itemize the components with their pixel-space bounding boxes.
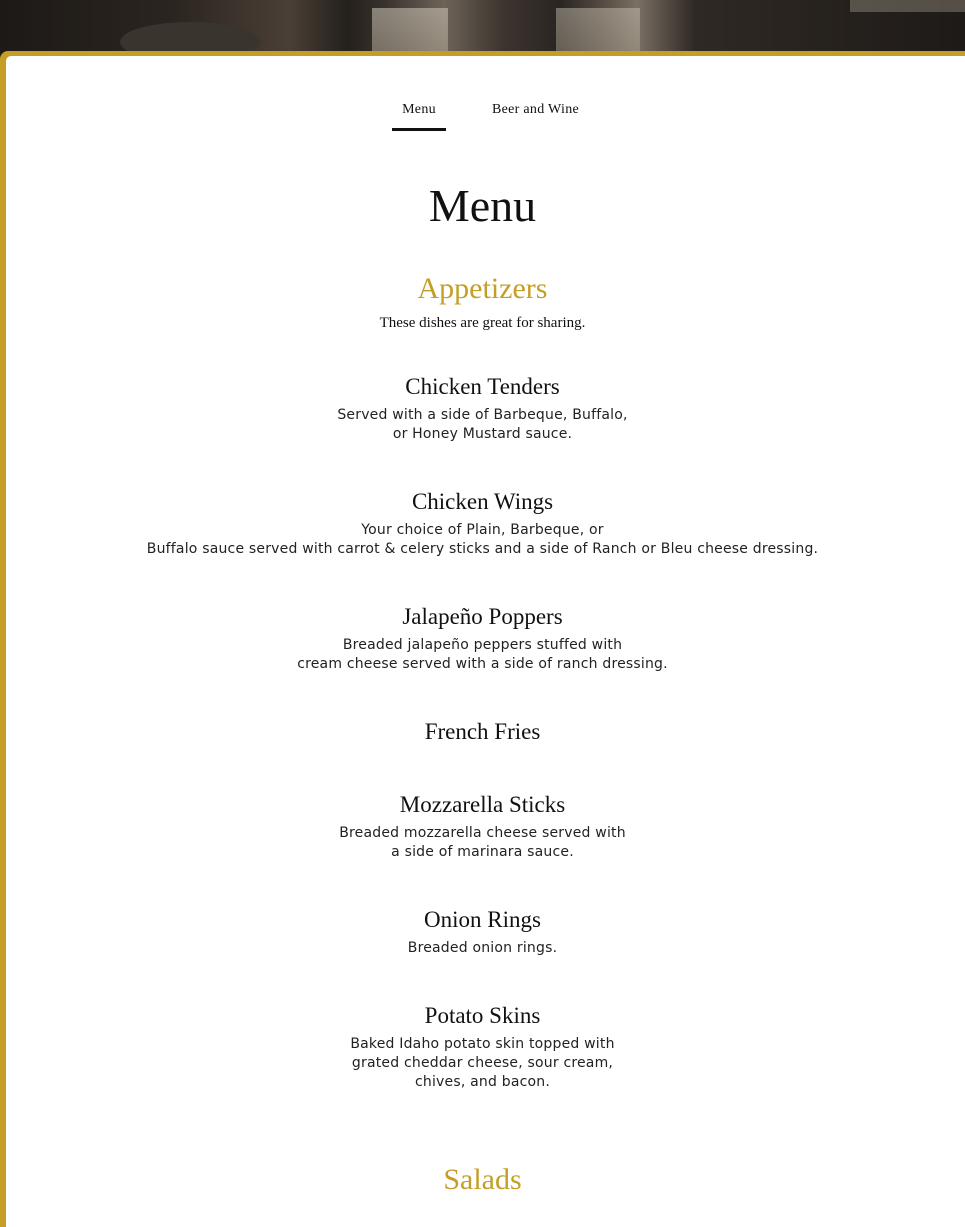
menu-item-name: Potato Skins — [424, 1003, 541, 1028]
active-tab-indicator — [392, 128, 446, 131]
hero-glass-shape — [850, 0, 965, 12]
menu-item-description — [0, 406, 965, 444]
menu-item-description — [0, 939, 965, 958]
menu-item-description-line: Baked Idaho potato skin topped with — [350, 1036, 615, 1052]
menu-item-name: Onion Rings — [424, 907, 541, 932]
section-subtitle-appetizers: These dishes are great for sharing. — [379, 315, 586, 331]
menu-item-description — [0, 824, 965, 862]
tab-beer-and-wine[interactable]: Beer and Wine — [491, 102, 580, 117]
menu-item-description-line: Breaded jalapeño peppers stuffed with — [342, 637, 623, 653]
menu-item-name: Jalapeño Poppers — [402, 604, 563, 629]
page-title: Menu — [428, 180, 537, 231]
menu-item-description — [0, 1035, 965, 1092]
menu-item-description-line: or Honey Mustard sauce. — [392, 426, 573, 442]
menu-item-name: Mozzarella Sticks — [399, 792, 566, 817]
menu-item-description — [0, 636, 965, 674]
tab-menu[interactable]: Menu — [402, 102, 436, 117]
menu-item-description-line: a side of marinara sauce. — [391, 844, 574, 860]
menu-tabs — [0, 102, 965, 132]
menu-item-description — [0, 521, 965, 559]
menu-item-name: Chicken Tenders — [405, 374, 560, 399]
menu-item-description-line: Buffalo sauce served with carrot & celery sticks and a side of Ranch or Bleu cheese dressing. — [146, 541, 819, 557]
section-title-appetizers: Appetizers — [417, 272, 548, 305]
menu-item-name: French Fries — [424, 719, 541, 744]
section-title-salads: Salads — [443, 1163, 522, 1196]
menu-item-description-line: cream cheese served with a side of ranch dressing. — [297, 656, 668, 672]
menu-item-name: Chicken Wings — [411, 489, 554, 514]
menu-item-description-line: Breaded onion rings. — [407, 940, 558, 956]
menu-item-description-line: chives, and bacon. — [415, 1074, 550, 1090]
menu-item-description-line: Breaded mozzarella cheese served with — [339, 825, 626, 841]
menu-item-description-line: Your choice of Plain, Barbeque, or — [361, 522, 604, 538]
menu-item-description-line: grated cheddar cheese, sour cream, — [351, 1055, 614, 1071]
menu-item-description-line: Served with a side of Barbeque, Buffalo, — [337, 407, 628, 423]
